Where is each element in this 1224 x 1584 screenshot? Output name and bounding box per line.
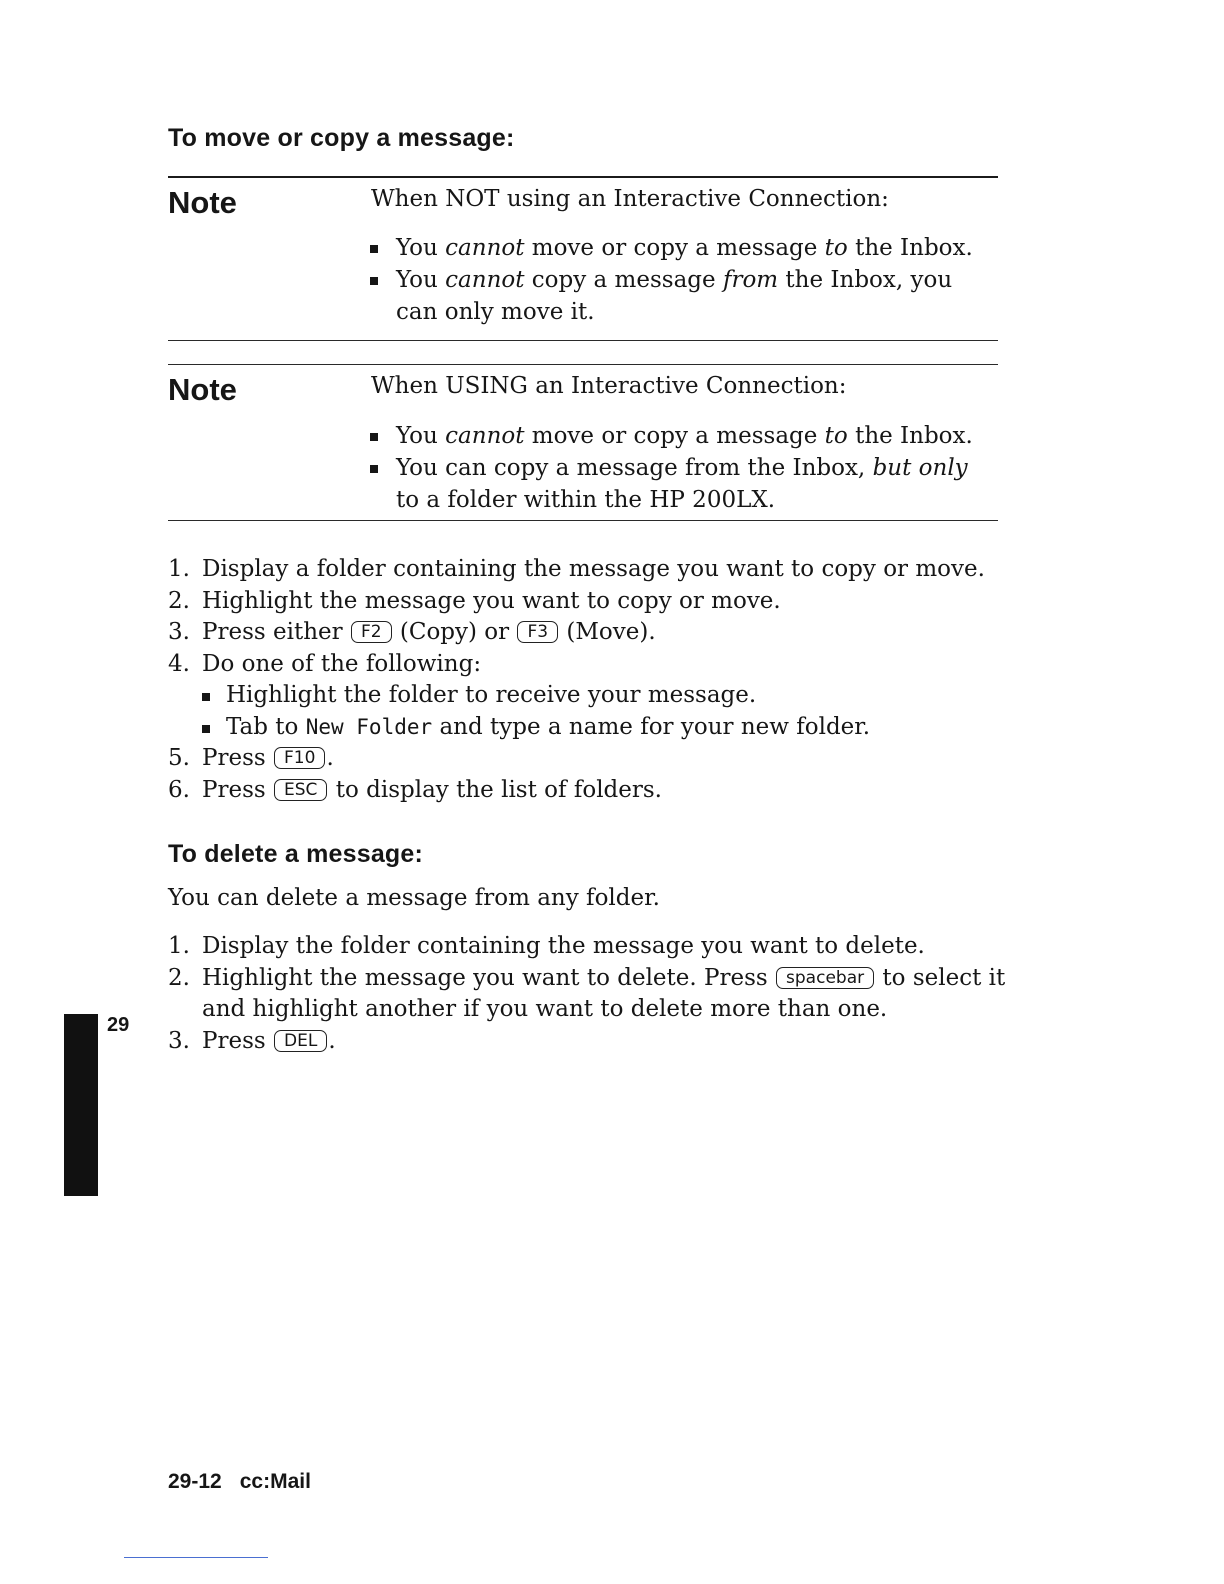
chapter-tab-number: 29 (107, 1014, 130, 1036)
f10-key: F10 (274, 747, 325, 769)
note2-top-rule (168, 364, 998, 365)
step-number: 5. (168, 745, 190, 771)
step-number: 3. (168, 619, 190, 645)
step-item: 5. Press F10 . (168, 743, 1008, 775)
step4-option-1: Highlight the folder to receive your message. (202, 680, 1008, 712)
step-item (168, 586, 1008, 618)
note2-bullet-2: You can copy a message from the Inbox, but only to a folder within the HP 200LX. (368, 452, 988, 516)
step4-option-2: Tab to New Folder and type a name for your new folder. (202, 712, 1008, 744)
section-heading-delete: To delete a message: (168, 840, 424, 868)
note1-bullets (368, 232, 988, 328)
step-number: 2. (168, 964, 190, 991)
section-heading-move-copy: To move or copy a message: (168, 124, 515, 152)
note2-intro: When USING an Interactive Connection: (371, 373, 847, 399)
step-item (168, 649, 1008, 744)
step-number: 1. (168, 556, 190, 582)
note1-bullet-2: You cannot copy a message from the Inbox, you can only move it. (368, 264, 988, 328)
page-number: 29-12 (168, 1470, 222, 1493)
step-text: Do one of the following: (202, 650, 482, 677)
note2-bottom-rule (168, 520, 998, 521)
note2-bullets (368, 420, 988, 516)
chapter-tab-bar (64, 1014, 98, 1196)
step-item: 2. Highlight the message you want to delete. Press spacebar to select it and highlight another if you want to delete more than one. (168, 964, 1006, 1022)
note1-bottom-rule (168, 340, 998, 341)
chapter-title: cc:Mail (239, 1470, 311, 1493)
del-key: DEL (274, 1030, 327, 1052)
note1-label: Note (168, 185, 237, 220)
move-copy-steps (168, 554, 1008, 806)
step-number: 2. (168, 587, 190, 614)
page-footer (168, 1470, 329, 1494)
bottom-edge-line (124, 1557, 268, 1558)
step-number: 4. (168, 650, 190, 677)
f3-key: F3 (517, 621, 558, 643)
step-item (168, 931, 1008, 963)
step-item: 6. Press ESC to display the list of folders. (168, 775, 1008, 807)
step-number: 6. (168, 776, 190, 803)
new-folder-label: New Folder (305, 714, 433, 739)
note1-bullet-1: You cannot move or copy a message to the Inbox. (368, 232, 988, 264)
step-item: 3. Press either F2 (Copy) or F3 (Move). (168, 617, 1008, 649)
delete-steps (168, 931, 1008, 1057)
note1-intro: When NOT using an Interactive Connection: (371, 186, 889, 212)
step-number: 1. (168, 933, 190, 959)
step-item: 3. Press DEL . (168, 1026, 1008, 1058)
delete-intro: You can delete a message from any folder. (168, 885, 660, 911)
step-item (168, 554, 1008, 586)
step-text: Display a folder containing the message you want to copy or move. (202, 556, 985, 582)
step-number: 3. (168, 1027, 190, 1054)
f2-key: F2 (351, 621, 392, 643)
step-text: Highlight the message you want to copy or move. (202, 587, 781, 614)
note1-top-rule (168, 176, 998, 178)
note2-label: Note (168, 372, 237, 407)
esc-key: ESC (274, 779, 327, 801)
spacebar-key: spacebar (776, 967, 874, 989)
step4-options (202, 680, 1008, 743)
step-text: Display the folder containing the message you want to delete. (202, 933, 925, 959)
note2-bullet-1: You cannot move or copy a message to the Inbox. (368, 420, 988, 452)
